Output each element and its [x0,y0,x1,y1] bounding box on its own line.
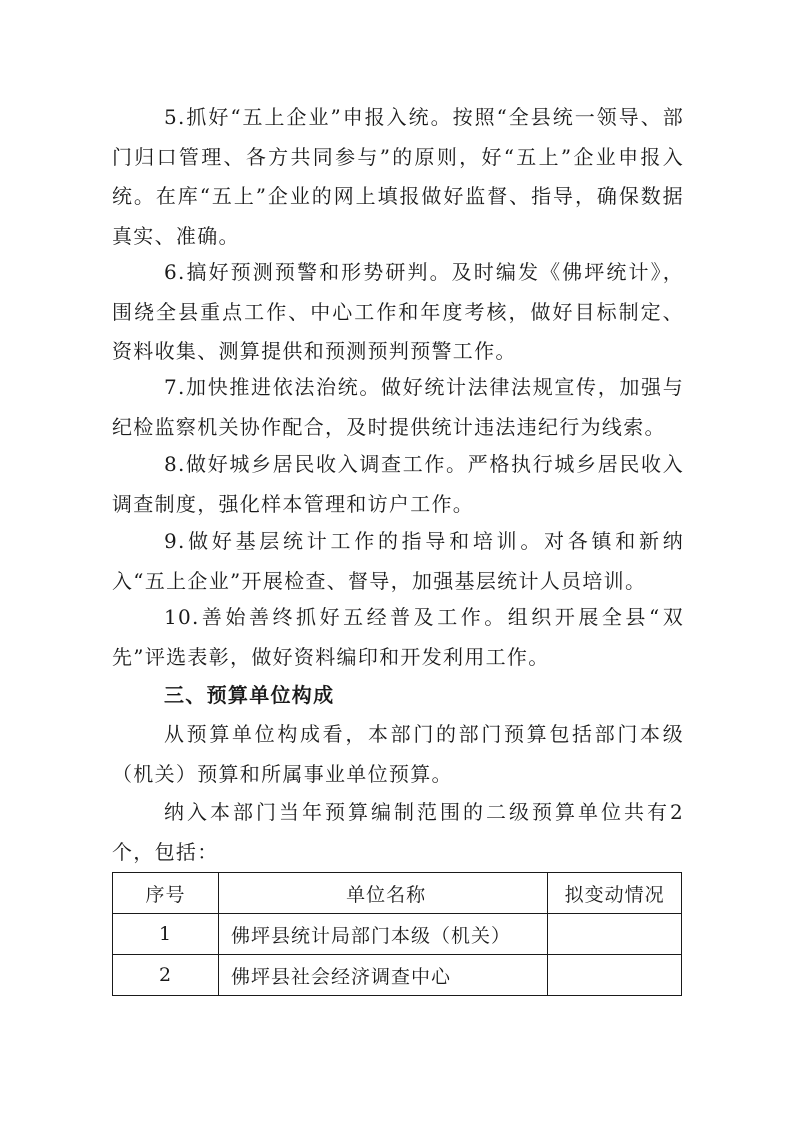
row-change [548,914,682,955]
column-header-name: 单位名称 [219,873,548,914]
paragraph-item-10: 10.善始善终抓好五经普及工作。组织开展全县“双先”评选表彰，做好资料编印和开发利用工作。 [112,605,684,669]
column-header-change: 拟变动情况 [548,873,682,914]
row-change [548,955,682,996]
row-unit-name: 佛坪县社会经济调查中心 [219,955,548,996]
paragraph-item-8: 8.做好城乡居民收入调查工作。严格执行城乡居民收入调查制度，强化样本管理和访户工作。 [112,452,684,516]
section-heading: 三、预算单位构成 [164,683,335,707]
paragraph-item-9: 9.做好基层统计工作的指导和培训。对各镇和新纳入“五上企业”开展检查、督导，加强基层统计人员培训。 [112,529,684,593]
row-unit-name: 佛坪县统计局部门本级（机关） [219,914,548,955]
paragraph-item-7: 7.加快推进依法治统。做好统计法律法规宣传，加强与纪检监察机关协作配合，及时提供统计违法违纪行为线索。 [112,375,684,439]
table-header-row [113,873,682,914]
table-row [113,914,682,955]
budget-units-count: 纳入本部门当年预算编制范围的二级预算单位共有2个，包括： [112,800,684,864]
column-header-index: 序号 [113,873,219,914]
paragraph-item-6: 6.搞好预测预警和形势研判。及时编发《佛坪统计》，围绕全县重点工作、中心工作和年度考核，做好目标制定、资料收集、测算提供和预测预判预警工作。 [112,260,684,363]
table-row [113,955,682,996]
row-index: 1 [113,914,219,955]
budget-units-table [112,872,682,996]
paragraph-item-5: 5.抓好“五上企业”申报入统。按照“全县统一领导、部门归口管理、各方共同参与”的原则，好“五上”企业申报入统。在库“五上”企业的网上填报做好监督、指导，确保数据真实、准确。 [112,105,684,248]
budget-units-intro: 从预算单位构成看，本部门的部门预算包括部门本级（机关）预算和所属事业单位预算。 [112,722,684,786]
row-index: 2 [113,955,219,996]
